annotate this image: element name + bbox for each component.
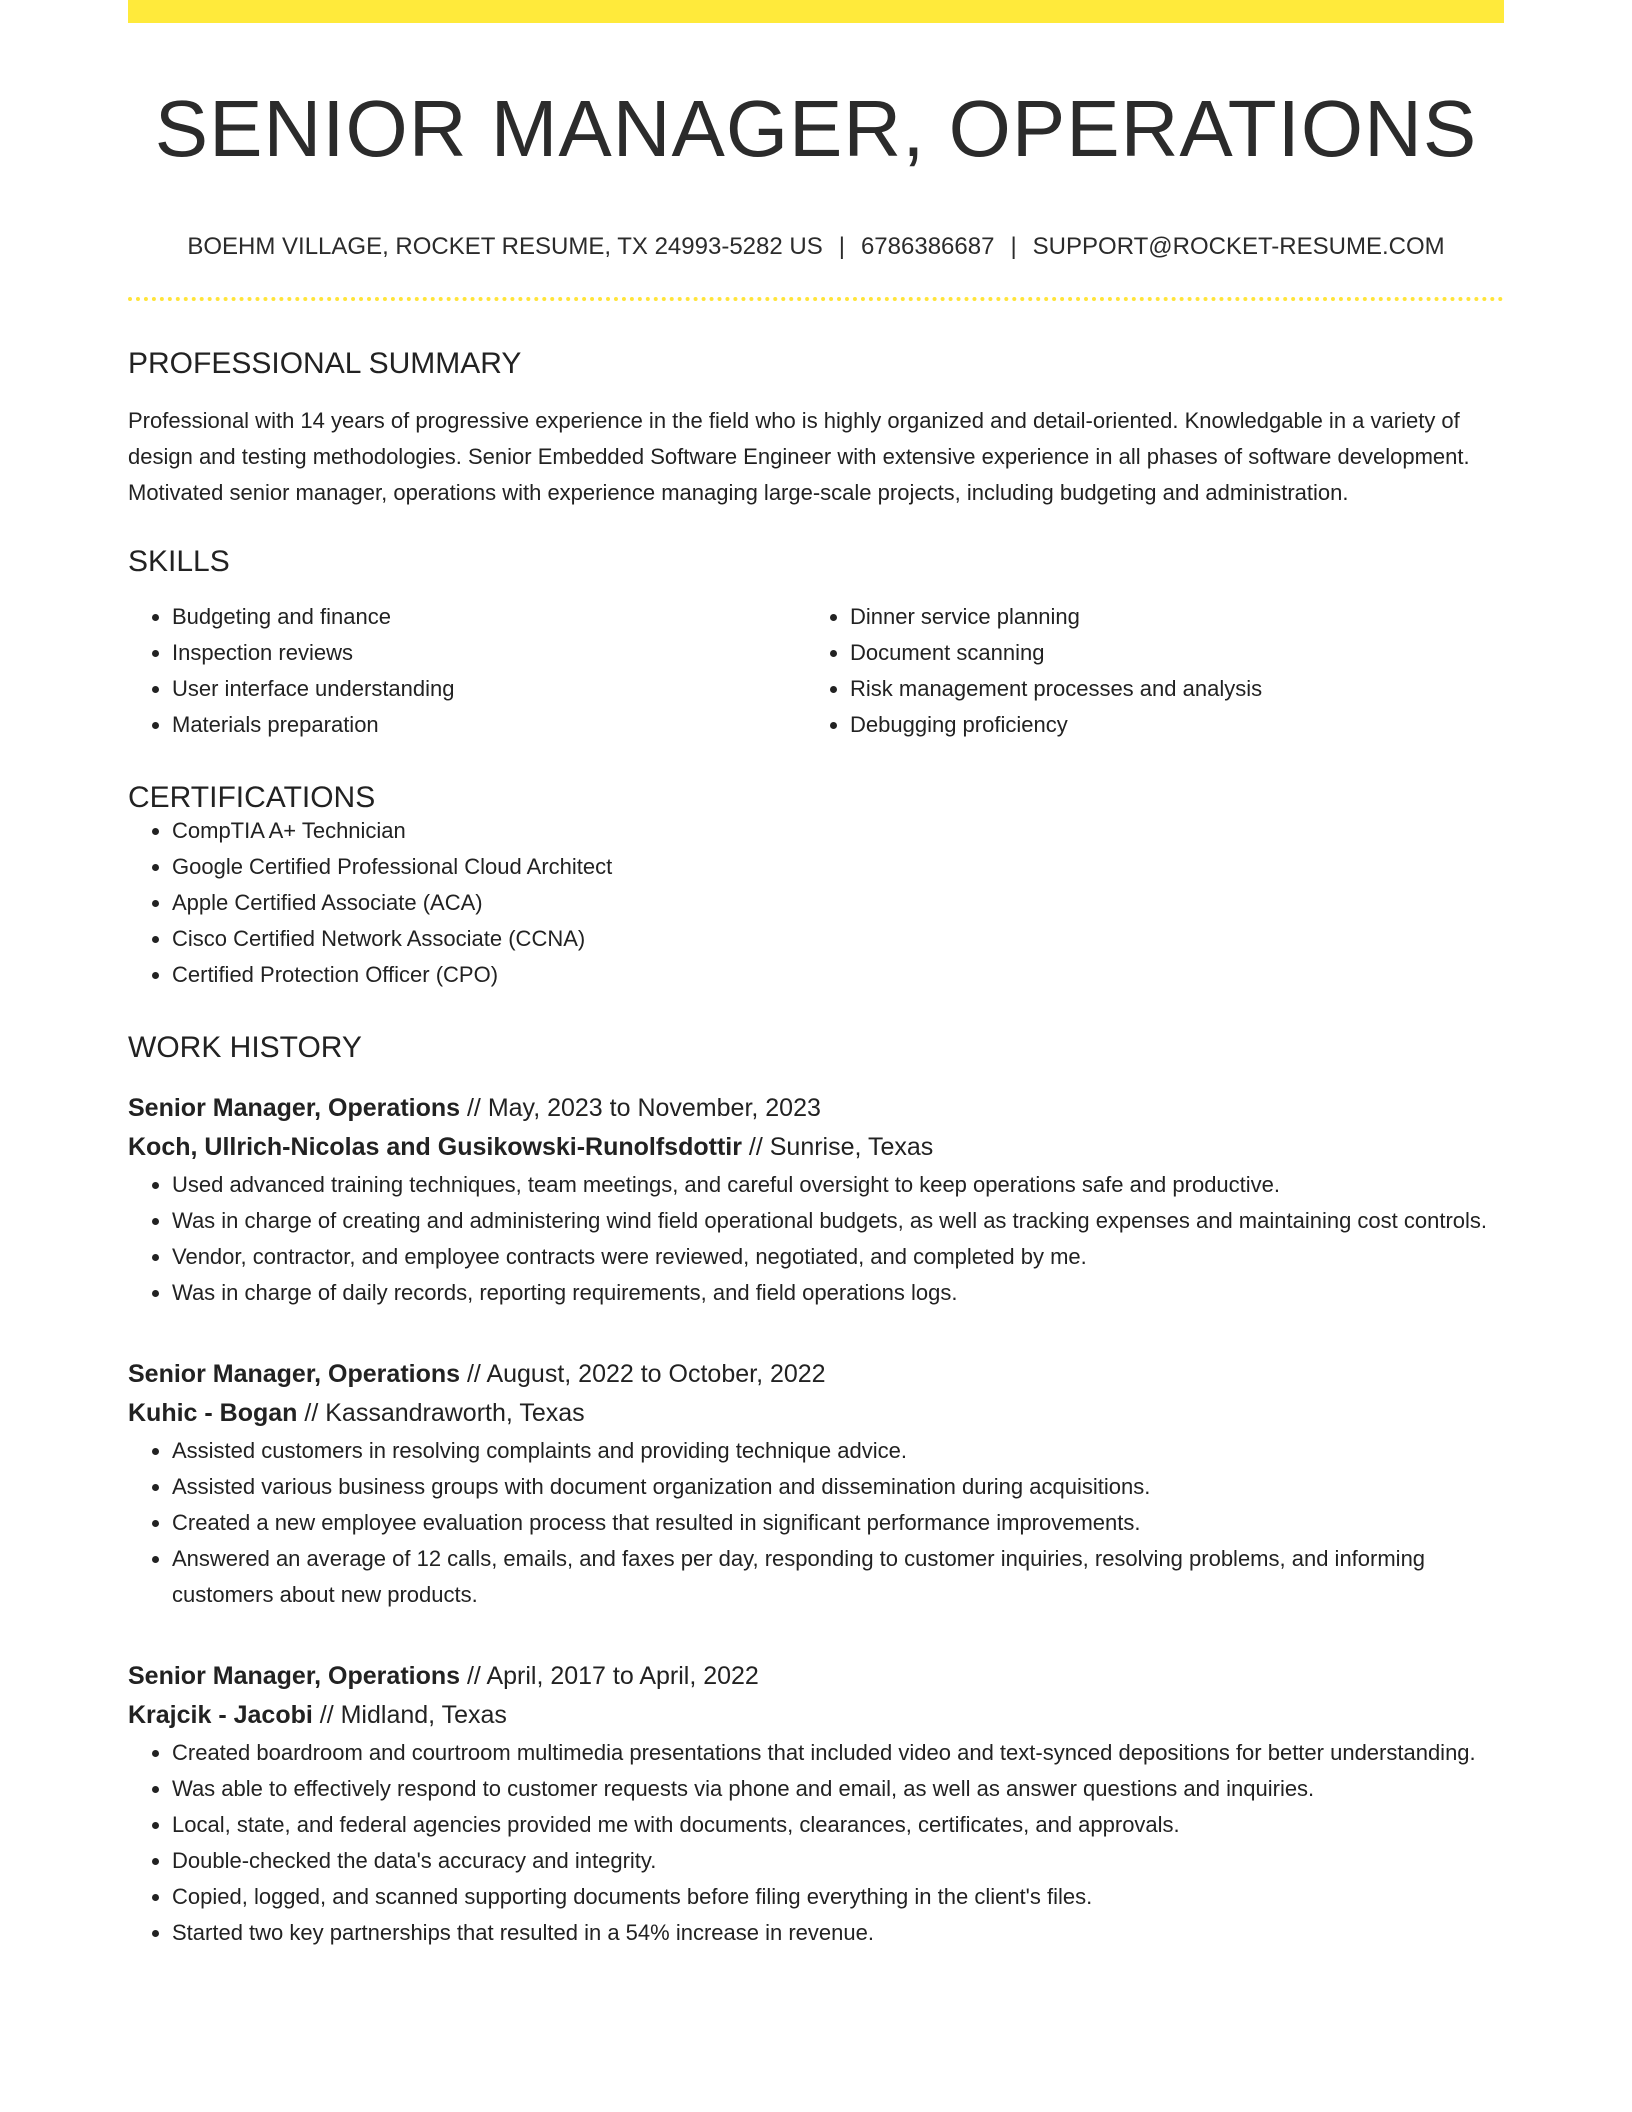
skills-list-left <box>128 599 806 743</box>
skills-heading: SKILLS <box>128 545 230 578</box>
job-company: Kuhic - Bogan <box>128 1399 298 1427</box>
job-sep: // <box>460 1360 487 1388</box>
job-company: Krajcik - Jacobi <box>128 1701 313 1729</box>
work-history-heading: WORK HISTORY <box>128 1031 362 1064</box>
contact-address: BOEHM VILLAGE, ROCKET RESUME, TX 24993-5282 US <box>187 233 823 260</box>
certification-item: • Cisco Certified Network Associate (CCNA) <box>172 921 1504 957</box>
job-bullets <box>128 1167 1504 1311</box>
accent-top-bar <box>128 0 1504 23</box>
job-entry <box>128 1355 1504 1613</box>
work-history-section <box>128 1033 1504 1951</box>
job-entry <box>128 1657 1504 1951</box>
job-company-line <box>128 1128 1504 1167</box>
skill-item: • Debugging proficiency <box>850 707 1484 743</box>
skill-item: • User interface understanding <box>172 671 806 707</box>
header-divider <box>128 297 1504 301</box>
job-bullet: • Created a new employee evaluation process that resulted in significant performance improvements. <box>172 1505 1504 1541</box>
job-entry <box>128 1089 1504 1311</box>
resume-title: SENIOR MANAGER, OPERATIONS <box>154 84 1478 173</box>
contact-line <box>128 235 1504 259</box>
job-location: Sunrise, Texas <box>769 1133 934 1161</box>
job-bullet: • Was in charge of creating and administering wind field operational budgets, as well as tracking expenses and maintaining cost controls. <box>172 1203 1504 1239</box>
job-location: Midland, Texas <box>340 1701 507 1729</box>
job-role: Senior Manager, Operations <box>128 1360 461 1388</box>
summary-heading: PROFESSIONAL SUMMARY <box>128 347 522 380</box>
skill-item: • Budgeting and finance <box>172 599 806 635</box>
certification-item: • Apple Certified Associate (ACA) <box>172 885 1504 921</box>
job-company-line <box>128 1696 1504 1735</box>
job-dates: May, 2023 to November, 2023 <box>487 1094 821 1122</box>
job-bullet: • Started two key partnerships that resulted in a 54% increase in revenue. <box>172 1915 1504 1951</box>
certification-item: • Google Certified Professional Cloud Architect <box>172 849 1504 885</box>
job-sep: // <box>460 1662 487 1690</box>
skill-item: • Inspection reviews <box>172 635 806 671</box>
job-dates: August, 2022 to October, 2022 <box>486 1360 826 1388</box>
skills-column-left <box>128 599 806 743</box>
contact-email: SUPPORT@ROCKET-RESUME.COM <box>1032 233 1445 260</box>
job-sep: // <box>460 1094 488 1122</box>
job-bullet: • Created boardroom and courtroom multimedia presentations that included video and text-synced depositions for better understanding. <box>172 1735 1504 1771</box>
job-bullet: • Double-checked the data's accuracy and integrity. <box>172 1843 1504 1879</box>
job-title-line <box>128 1089 1504 1128</box>
job-bullet: • Was able to effectively respond to customer requests via phone and email, as well as answer questions and inquiries. <box>172 1771 1504 1807</box>
job-sep: // <box>312 1701 341 1729</box>
job-bullet: • Vendor, contractor, and employee contracts were reviewed, negotiated, and completed by me. <box>172 1239 1504 1275</box>
skills-list-right <box>806 599 1484 743</box>
job-bullet: • Assisted customers in resolving complaints and providing technique advice. <box>172 1433 1504 1469</box>
job-bullet: • Answered an average of 12 calls, emails, and faxes per day, responding to customer inquiries, resolving problems, and informing customers about new products. <box>172 1541 1504 1613</box>
job-bullets <box>128 1433 1504 1613</box>
certification-item: • Certified Protection Officer (CPO) <box>172 957 1504 993</box>
job-company-line <box>128 1394 1504 1433</box>
job-sep: // <box>741 1133 770 1161</box>
job-title-line <box>128 1355 1504 1394</box>
skills-section <box>128 547 1504 743</box>
job-bullet: • Assisted various business groups with document organization and dissemination during acquisitions. <box>172 1469 1504 1505</box>
job-bullet: • Copied, logged, and scanned supporting documents before filing everything in the client's files. <box>172 1879 1504 1915</box>
skill-item: • Materials preparation <box>172 707 806 743</box>
skill-item: • Document scanning <box>850 635 1484 671</box>
skills-column-right <box>806 599 1484 743</box>
job-role: Senior Manager, Operations <box>128 1662 461 1690</box>
job-company: Koch, Ullrich-Nicolas and Gusikowski-Runolfsdottir <box>128 1133 742 1161</box>
certifications-heading: CERTIFICATIONS <box>128 781 376 814</box>
job-location: Kassandraworth, Texas <box>325 1399 585 1427</box>
job-sep: // <box>297 1399 326 1427</box>
job-bullet: • Used advanced training techniques, team meetings, and careful oversight to keep operations safe and productive. <box>172 1167 1504 1203</box>
job-bullets <box>128 1735 1504 1951</box>
job-bullet: • Local, state, and federal agencies provided me with documents, clearances, certificates, and approvals. <box>172 1807 1504 1843</box>
contact-separator: | <box>838 233 845 260</box>
job-bullet: • Was in charge of daily records, reporting requirements, and field operations logs. <box>172 1275 1504 1311</box>
skills-grid <box>128 599 1504 743</box>
certifications-section <box>128 783 1504 993</box>
skill-item: • Dinner service planning <box>850 599 1484 635</box>
job-dates: April, 2017 to April, 2022 <box>486 1662 759 1690</box>
contact-phone: 6786386687 <box>860 233 995 260</box>
certification-item: • CompTIA A+ Technician <box>172 813 1504 849</box>
certifications-list <box>128 813 1504 993</box>
job-role: Senior Manager, Operations <box>128 1094 461 1122</box>
summary-section <box>128 349 1504 511</box>
skill-item: • Risk management processes and analysis <box>850 671 1484 707</box>
summary-text: Professional with 14 years of progressive experience in the field who is highly organized and detail-oriented. Knowledgable in a variety of design and testing methodologies. Senior Embedded Software Engineer with extensive experience in all phases of software development. Motivated senior manager, operations with experience managing large-scale projects, including budgeting and administration. <box>128 408 1470 505</box>
job-title-line <box>128 1657 1504 1696</box>
contact-separator: | <box>1010 233 1017 260</box>
